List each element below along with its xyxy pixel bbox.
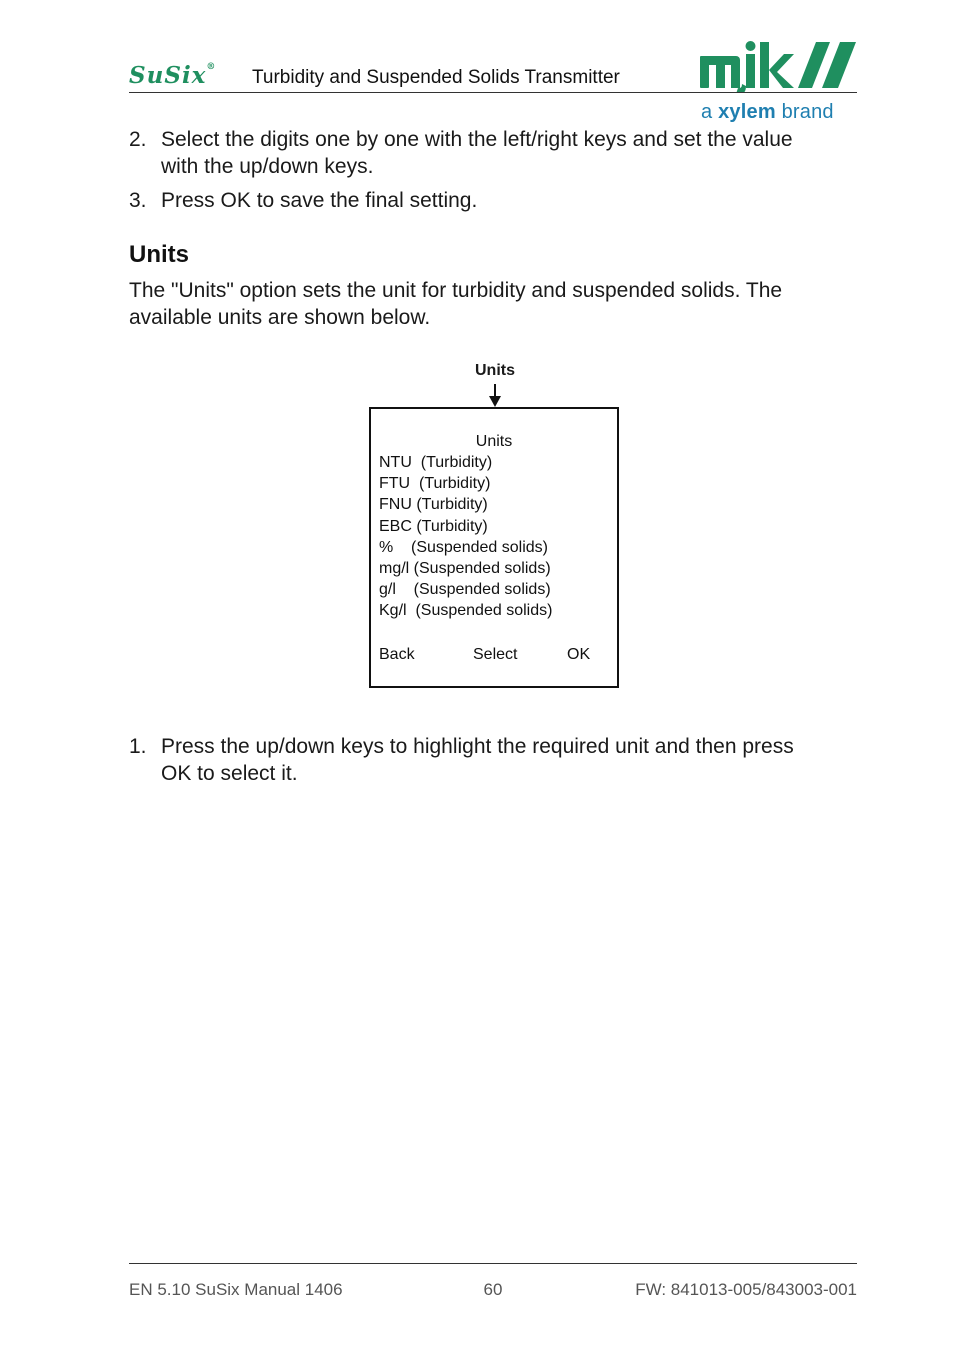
registered-mark: ® [206, 62, 217, 72]
arrow-down-icon [487, 384, 503, 408]
menu-label: Units [475, 362, 515, 379]
header-title: Turbidity and Suspended Solids Transmitter [252, 67, 620, 88]
step-text: Press OK to save the final setting. [161, 189, 478, 212]
step-text: Select the digits one by one with the left/right keys and set the value with the up/down keys. [161, 128, 793, 178]
step-text: Press the up/down keys to highlight the required unit and then press OK to select it. [161, 735, 794, 785]
unit-option[interactable]: g/l (Suspended solids) [379, 581, 551, 599]
page-number: 60 [483, 1280, 503, 1299]
unit-option[interactable]: % (Suspended solids) [379, 538, 548, 556]
step-number: 3. [129, 189, 147, 212]
unit-options-list [379, 452, 552, 622]
unit-option[interactable]: FNU (Turbidity) [379, 496, 488, 514]
footer-firmware: FW: 841013-005/843003-001 [635, 1280, 857, 1299]
unit-option[interactable]: Kg/l (Suspended solids) [379, 602, 553, 620]
display-screen [369, 407, 619, 688]
unit-option[interactable]: NTU (Turbidity) [379, 454, 493, 471]
header-rule [129, 92, 857, 93]
susix-logo: SuSix® [129, 62, 217, 89]
mjk-logo-icon [698, 40, 858, 92]
step-number: 1. [129, 735, 147, 758]
section-intro: The "Units" option sets the unit for turbidity and suspended solids. The available units are shown below. [129, 279, 783, 329]
unit-option[interactable]: FTU (Turbidity) [379, 475, 491, 493]
unit-option[interactable]: EBC (Turbidity) [379, 517, 488, 535]
ok-softkey[interactable]: OK [567, 646, 591, 663]
screen-title: Units [475, 433, 513, 450]
step-number: 2. [129, 128, 147, 151]
unit-option[interactable]: mg/l (Suspended solids) [379, 560, 551, 578]
select-softkey[interactable]: Select [473, 646, 518, 663]
back-softkey[interactable]: Back [379, 646, 415, 663]
footer-manual-id: EN 5.10 SuSix Manual 1406 [129, 1280, 343, 1299]
brand-tagline: a xylem brand [701, 101, 834, 123]
section-heading: Units [129, 241, 189, 268]
footer-rule [129, 1263, 857, 1264]
